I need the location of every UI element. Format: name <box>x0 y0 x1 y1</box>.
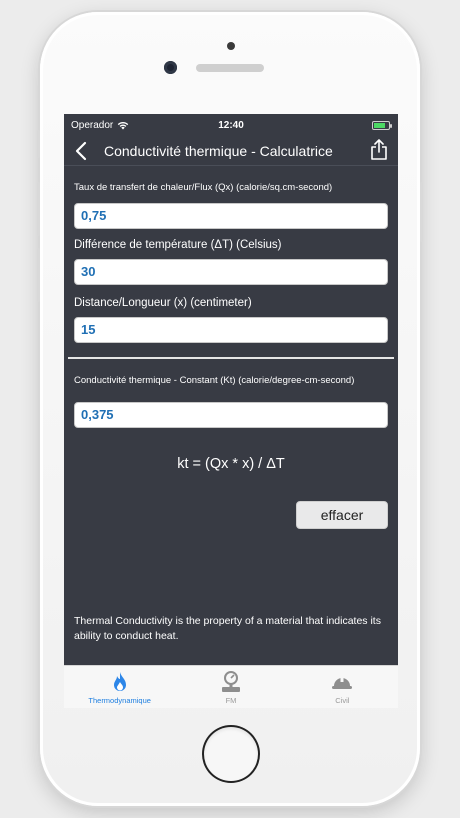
temperature-difference-input[interactable]: 30 <box>74 259 388 285</box>
carrier-name: Operador <box>71 120 114 131</box>
tab-fm-label: FM <box>225 696 237 705</box>
distance-label: Distance/Longueur (x) (centimeter) <box>74 297 252 309</box>
page-title: Conductivité thermique - Calculatrice <box>104 143 333 159</box>
volume-up-button <box>37 182 40 236</box>
earpiece <box>196 64 264 72</box>
description-text: Thermal Conductivity is the property of a material that indicates its ability to conduct heat. <box>74 615 381 642</box>
mute-switch <box>37 130 40 158</box>
flux-label: Taux de transfert de chaleur/Flux (Qx) (calorie/sq.cm-second) <box>74 182 333 193</box>
battery-icon <box>372 121 390 130</box>
distance-input[interactable]: 15 <box>74 317 388 343</box>
calculator-form <box>64 182 398 472</box>
result-label: Conductivité thermique - Constant (Kt) (calorie/degree-cm-second) <box>74 375 355 386</box>
flux-input[interactable]: 0,75 <box>74 203 388 229</box>
app-screen <box>64 114 398 708</box>
status-bar <box>64 114 398 136</box>
tab-thermodynamique[interactable] <box>64 666 175 708</box>
power-button <box>420 182 423 242</box>
tab-civil[interactable] <box>287 666 398 708</box>
volume-down-button <box>37 248 40 302</box>
section-divider <box>68 357 394 359</box>
sensor-dot <box>227 42 235 50</box>
chevron-left-icon[interactable] <box>72 140 92 162</box>
pressure-gauge-icon <box>219 670 243 694</box>
clock: 12:40 <box>218 120 244 131</box>
result-output: 0,375 <box>74 402 388 428</box>
flame-icon <box>108 670 132 694</box>
share-icon[interactable] <box>370 139 388 161</box>
temperature-difference-label: Différence de température (ΔT) (Celsius) <box>74 239 282 251</box>
tab-bar <box>64 665 398 708</box>
tab-civil-label: Civil <box>335 696 350 705</box>
tab-thermodynamique-label: Thermodynamique <box>88 696 151 705</box>
clear-button[interactable]: effacer <box>296 501 388 529</box>
front-camera <box>164 61 177 74</box>
formula: kt = (Qx * x) / ΔT <box>177 456 285 472</box>
navigation-bar <box>64 136 398 166</box>
hard-hat-icon <box>330 670 354 694</box>
home-button[interactable] <box>204 727 258 781</box>
tab-fm[interactable] <box>175 666 286 708</box>
